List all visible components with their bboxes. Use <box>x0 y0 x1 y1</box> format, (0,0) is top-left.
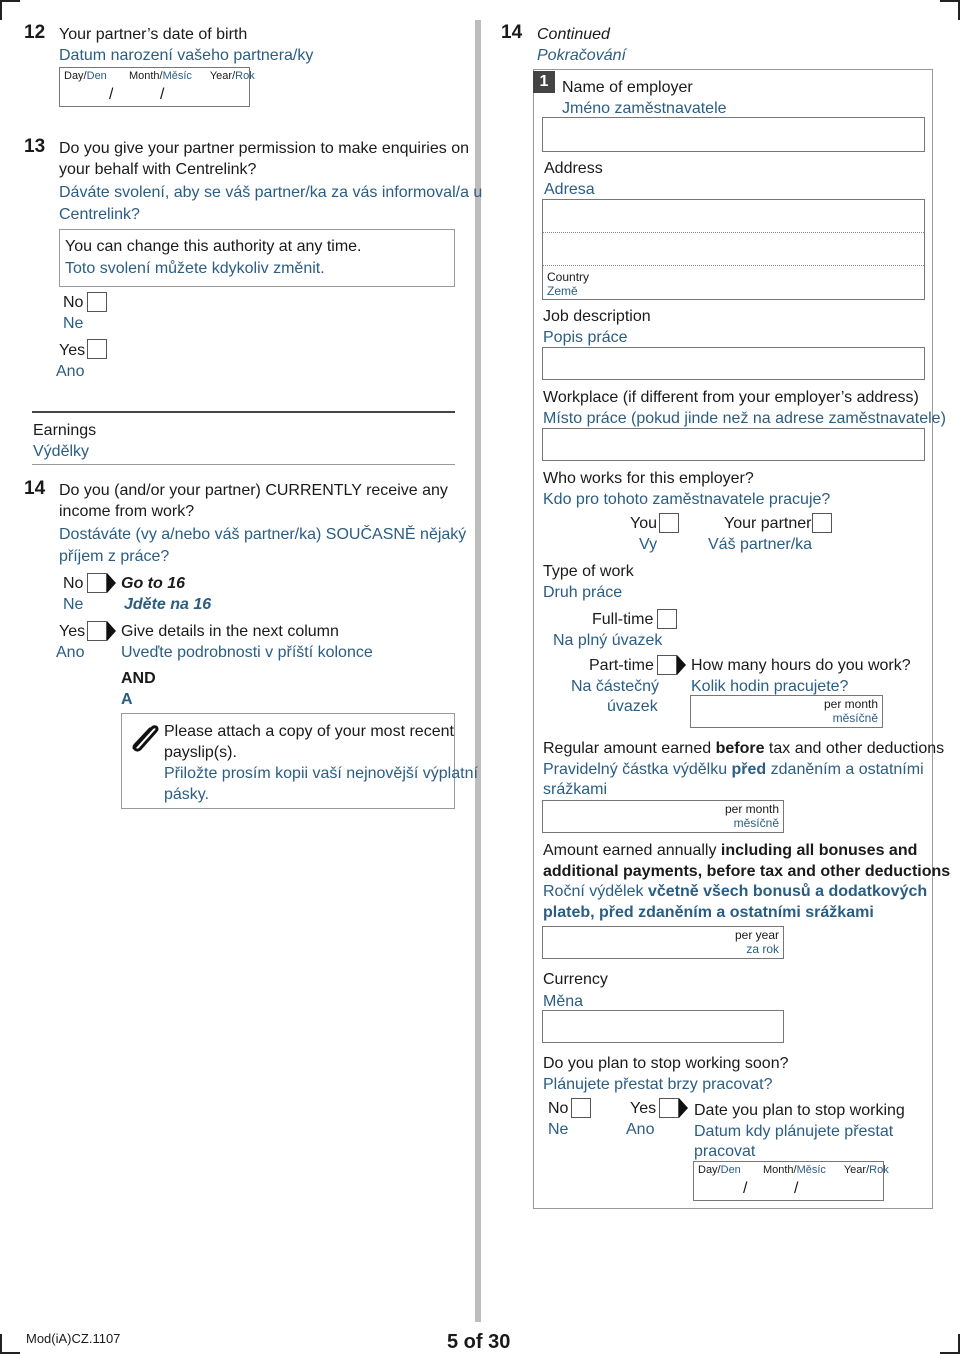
address-input[interactable] <box>542 199 925 300</box>
you-checkbox[interactable] <box>659 513 679 533</box>
month-label-cz: Měsíc <box>796 1164 826 1176</box>
stop-date-label-cz: pracovat <box>694 1143 756 1160</box>
date-separator: / <box>743 1180 748 1197</box>
question-number: 14 <box>24 478 46 499</box>
page-number: 5 of 30 <box>447 1331 511 1353</box>
regular-amount-label <box>543 738 944 759</box>
stop-date-label-cz: Datum kdy plánujete přestat <box>694 1123 894 1140</box>
continued-label-cz: Pokračování <box>537 47 626 64</box>
who-works-label: Who works for this employer? <box>543 470 754 487</box>
employer-name-label: Name of employer <box>562 79 693 96</box>
date-separator: / <box>794 1180 799 1197</box>
question-number: 12 <box>24 22 46 43</box>
date-separator: / <box>160 86 165 103</box>
per-month-label: per month <box>823 697 878 711</box>
yes-label-cz: Ano <box>626 1121 655 1138</box>
question-number: 13 <box>24 136 46 157</box>
column-divider <box>475 20 481 1322</box>
continued-label: Continued <box>537 26 610 43</box>
full-time-label-cz: Na plný úvazek <box>553 632 663 649</box>
per-year-label: per year <box>734 928 779 942</box>
hours-label-cz: Kolik hodin pracujete? <box>691 678 849 695</box>
you-label: You <box>630 515 657 532</box>
you-label-cz: Vy <box>639 536 658 553</box>
annual-text-cz: Roční výdělek <box>543 883 648 900</box>
section-rule <box>32 464 455 465</box>
question-text: Do you (and/or your partner) CURRENTLY receive any <box>59 482 448 499</box>
per-year-label-cz: za rok <box>746 942 779 956</box>
regular-text-cz: Pravidelný částka výdělku <box>543 761 732 778</box>
annual-amount-label: additional payments, before tax and other deductions <box>543 863 951 880</box>
who-works-label-cz: Kdo pro tohoto zaměstnavatele pracuje? <box>543 491 831 508</box>
attach-text-cz: pásky. <box>164 786 210 803</box>
month-label-cz: Měsíc <box>162 70 192 82</box>
question-text-cz: Dáváte svolení, aby se váš partner/ka za vás informoval/a u <box>59 184 483 201</box>
details-instruction: Give details in the next column <box>121 623 339 640</box>
question-text-cz: Datum narození vašeho partnera/ky <box>59 47 314 64</box>
note-text-cz: Toto svolení můžete kdykoliv změnit. <box>65 260 325 277</box>
attach-text: payslip(s). <box>164 744 237 761</box>
currency-input[interactable] <box>542 1010 784 1043</box>
date-labels <box>698 1164 889 1176</box>
job-description-label: Job description <box>543 308 651 325</box>
yes-checkbox[interactable] <box>87 621 107 641</box>
crop-mark-top-left-h <box>0 0 20 2</box>
day-label: Day/ <box>64 70 87 82</box>
details-instruction-cz: Uveďte podrobnosti v příští kolonce <box>121 644 373 661</box>
question-text: Your partner’s date of birth <box>59 26 248 43</box>
hours-label: How many hours do you work? <box>691 657 911 674</box>
partner-label-cz: Váš partner/ka <box>708 536 813 553</box>
section-title-cz: Výdělky <box>33 443 90 460</box>
section-rule <box>32 411 455 413</box>
workplace-label-cz: Místo práce (pokud jinde než na adrese zaměstnavatele) <box>543 410 946 427</box>
date-separator: / <box>109 86 114 103</box>
annual-amount-label-cz: plateb, před zdaněním a ostatními srážkami <box>543 904 874 921</box>
arrow-icon <box>679 1098 688 1118</box>
question-text-cz: příjem z práce? <box>59 548 170 565</box>
arrow-icon <box>677 655 686 675</box>
hours-input[interactable] <box>690 695 883 728</box>
regular-text: Regular amount earned <box>543 740 716 757</box>
part-time-checkbox[interactable] <box>657 655 677 675</box>
day-label: Day/ <box>698 1164 721 1176</box>
no-label-cz: Ne <box>63 596 84 613</box>
stop-working-label: Do you plan to stop working soon? <box>543 1055 789 1072</box>
arrow-icon <box>107 573 116 593</box>
per-month-label-cz: měsíčně <box>832 711 878 725</box>
year-label-cz: Rok <box>235 70 255 82</box>
paperclip-icon <box>126 718 162 754</box>
and-label: AND <box>121 670 156 687</box>
country-label-cz: Země <box>547 284 578 298</box>
goto-instruction-cz: Jděte na 16 <box>124 596 212 613</box>
regular-amount-label-cz <box>543 759 924 780</box>
stop-working-label-cz: Plánujete přestat brzy pracovat? <box>543 1076 773 1093</box>
crop-mark-top-right-h <box>940 0 960 2</box>
annual-text-cz-bold: včetně všech bonusů a dodatkových <box>647 883 928 900</box>
yes-label: Yes <box>59 623 86 640</box>
regular-text-bold: before <box>715 740 765 757</box>
question-text-cz: Centrelink? <box>59 206 140 223</box>
no-label: No <box>63 294 84 311</box>
question-number: 14 <box>501 22 523 43</box>
no-label-cz: Ne <box>548 1121 569 1138</box>
annual-amount-label <box>543 840 917 861</box>
employer-name-input[interactable] <box>542 117 925 152</box>
no-label: No <box>63 575 84 592</box>
section-title: Earnings <box>33 422 97 439</box>
partner-checkbox[interactable] <box>812 513 832 533</box>
arrow-icon <box>107 621 116 641</box>
part-time-label-cz: Na částečný <box>571 678 660 695</box>
month-label: Month/ <box>762 1164 797 1176</box>
type-of-work-label: Type of work <box>543 563 634 580</box>
regular-text-cz-bold: před <box>731 761 767 778</box>
annual-amount-input[interactable] <box>542 926 784 959</box>
yes-checkbox[interactable] <box>659 1098 679 1118</box>
workplace-label <box>543 387 919 408</box>
day-label-cz: Den <box>720 1164 741 1176</box>
annual-text: Amount earned annually <box>543 842 721 859</box>
year-label: Year/ <box>843 1164 870 1176</box>
partner-dob-field[interactable] <box>59 67 255 107</box>
goto-instruction: Go to 16 <box>121 575 186 592</box>
stop-date-label: Date you plan to stop working <box>694 1102 905 1119</box>
workplace-input[interactable] <box>542 428 925 461</box>
address-line <box>543 232 924 233</box>
per-month-label: per month <box>724 802 779 816</box>
annual-text-bold: including all bonuses and <box>720 842 918 859</box>
full-time-checkbox[interactable] <box>657 609 677 629</box>
stop-date-field[interactable] <box>693 1161 889 1201</box>
per-month-label-cz: měsíčně <box>733 816 779 830</box>
day-label-cz: Den <box>86 70 107 82</box>
authority-note <box>59 229 455 287</box>
yes-label-cz: Ano <box>56 363 85 380</box>
question-text: your behalf with Centrelink? <box>59 161 257 178</box>
year-label: Year/ <box>209 70 236 82</box>
annual-amount-label-cz <box>543 881 927 902</box>
and-label-cz: A <box>121 691 133 708</box>
question-text: income from work? <box>59 503 195 520</box>
yes-label: Yes <box>59 342 86 359</box>
month-label: Month/ <box>128 70 163 82</box>
no-label: No <box>548 1100 569 1117</box>
crop-mark-bottom-left <box>0 1334 2 1354</box>
part-time-label-cz: úvazek <box>607 698 658 715</box>
currency-label-cz: Měna <box>543 993 584 1010</box>
regular-text: tax and other deductions <box>764 740 945 757</box>
currency-label: Currency <box>543 971 608 988</box>
attach-text: Please attach a copy of your most recent <box>164 723 454 740</box>
yes-label: Yes <box>630 1100 657 1117</box>
question-text: Do you give your partner permission to make enquiries on <box>59 140 469 157</box>
regular-amount-label-cz: srážkami <box>543 781 608 798</box>
job-description-input[interactable] <box>542 347 925 380</box>
question-text-cz: Dostáváte (vy a/nebo váš partner/ka) SOUČASNĚ nějaký <box>59 526 467 543</box>
employer-number-badge: 1 <box>533 71 555 93</box>
address-line <box>543 265 924 266</box>
type-of-work-label-cz: Druh práce <box>543 584 623 601</box>
no-label-cz: Ne <box>63 315 84 332</box>
note-text: You can change this authority at any time. <box>65 238 362 255</box>
address-label-cz: Adresa <box>544 181 595 198</box>
employer-name-label-cz: Jméno zaměstnavatele <box>562 100 727 117</box>
no-checkbox[interactable] <box>571 1098 591 1118</box>
job-description-label-cz: Popis práce <box>543 329 628 346</box>
form-code: Mod(iA)CZ.1107 <box>26 1331 121 1346</box>
crop-mark-top-left <box>0 0 2 20</box>
part-time-label: Part-time <box>589 657 654 674</box>
no-checkbox[interactable] <box>87 292 107 312</box>
year-label-cz: Rok <box>869 1164 889 1176</box>
regular-text-cz: zdaněním a ostatními <box>766 761 924 778</box>
date-labels <box>64 70 255 82</box>
partner-label: Your partner <box>724 515 812 532</box>
regular-amount-input[interactable] <box>542 800 784 833</box>
yes-checkbox[interactable] <box>87 339 107 359</box>
full-time-label: Full-time <box>592 611 654 628</box>
yes-label-cz: Ano <box>56 644 85 661</box>
country-label: Country <box>547 270 590 284</box>
attach-text-cz: Přiložte prosím kopii vaší nejnovější výplatní <box>164 765 478 782</box>
workplace-text: Workplace (if different from your employer’s address) <box>543 389 919 406</box>
attach-payslip-note <box>121 713 478 809</box>
no-checkbox[interactable] <box>87 573 107 593</box>
address-label: Address <box>544 160 603 177</box>
